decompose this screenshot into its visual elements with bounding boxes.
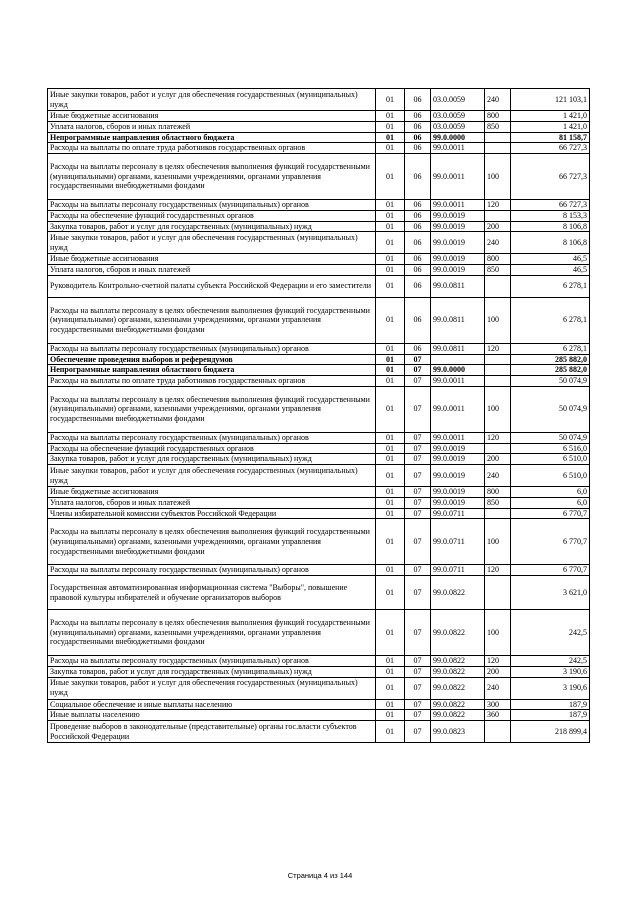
cell-amount: 8 106,8 <box>511 221 590 232</box>
cell-vr: 120 <box>485 565 511 576</box>
cell-sub: 07 <box>405 666 431 677</box>
cell-sub: 06 <box>405 210 431 221</box>
cell-sub: 07 <box>405 454 431 465</box>
table-row <box>48 443 590 454</box>
cell-sub: 07 <box>405 656 431 667</box>
cell-sub: 06 <box>405 232 431 254</box>
cell-vr: 100 <box>485 154 511 200</box>
cell-amount: 242,5 <box>511 610 590 656</box>
cell-amount: 8 153,3 <box>511 210 590 221</box>
table-row <box>48 221 590 232</box>
cell-sub: 07 <box>405 710 431 721</box>
cell-name: Уплата налогов, сборов и иных платежей <box>48 265 376 276</box>
cell-name: Расходы на выплаты по оплате труда работников государственных органов <box>48 376 376 387</box>
table-row <box>48 254 590 265</box>
cell-sec: 01 <box>376 465 405 487</box>
table-row <box>48 275 590 297</box>
cell-sec: 01 <box>376 89 405 111</box>
cell-vr: 850 <box>485 121 511 132</box>
table-row <box>48 497 590 508</box>
cell-sec: 01 <box>376 508 405 519</box>
cell-cs: 99.0.0811 <box>431 297 485 343</box>
cell-sub: 06 <box>405 143 431 154</box>
table-row <box>48 232 590 254</box>
cell-name: Расходы на выплаты персоналу в целях обеспечения выполнения функций государственными (муниципальными) органами, казенными учреждениями, органами управления государственными внебюджетными фондами <box>48 610 376 656</box>
cell-amount: 6 770,7 <box>511 565 590 576</box>
cell-amount: 187,9 <box>511 710 590 721</box>
cell-sub: 06 <box>405 154 431 200</box>
cell-vr: 360 <box>485 710 511 721</box>
cell-sec: 01 <box>376 666 405 677</box>
cell-vr: 300 <box>485 699 511 710</box>
cell-sub: 07 <box>405 497 431 508</box>
cell-sub: 07 <box>405 386 431 432</box>
table-row <box>48 343 590 354</box>
cell-cs: 99.0.0019 <box>431 443 485 454</box>
table-row <box>48 610 590 656</box>
table-row <box>48 376 590 387</box>
cell-sec: 01 <box>376 343 405 354</box>
cell-vr: 200 <box>485 666 511 677</box>
cell-name: Иные бюджетные ассигнования <box>48 487 376 498</box>
cell-sub: 06 <box>405 200 431 211</box>
table-row <box>48 699 590 710</box>
cell-sub: 07 <box>405 354 431 365</box>
cell-amount: 1 421,0 <box>511 111 590 122</box>
cell-amount: 6,0 <box>511 497 590 508</box>
cell-vr: 800 <box>485 111 511 122</box>
table-row <box>48 354 590 365</box>
cell-amount: 66 727,3 <box>511 200 590 211</box>
cell-sub: 06 <box>405 343 431 354</box>
cell-sec: 01 <box>376 487 405 498</box>
cell-cs: 99.0.0019 <box>431 454 485 465</box>
cell-amount: 285 882,0 <box>511 365 590 376</box>
cell-amount: 50 074,9 <box>511 432 590 443</box>
cell-name: Непрограммные направления областного бюджета <box>48 365 376 376</box>
cell-sec: 01 <box>376 376 405 387</box>
cell-sec: 01 <box>376 221 405 232</box>
cell-sub: 07 <box>405 376 431 387</box>
cell-name: Уплата налогов, сборов и иных платежей <box>48 497 376 508</box>
cell-amount: 6 278,1 <box>511 275 590 297</box>
cell-vr: 240 <box>485 465 511 487</box>
cell-cs: 99.0.0822 <box>431 666 485 677</box>
cell-sec: 01 <box>376 656 405 667</box>
cell-cs: 99.0.0000 <box>431 365 485 376</box>
cell-vr: 800 <box>485 487 511 498</box>
cell-amount: 6 510,0 <box>511 454 590 465</box>
cell-cs: 03.0.0059 <box>431 111 485 122</box>
cell-cs: 99.0.0011 <box>431 432 485 443</box>
table-row <box>48 297 590 343</box>
table-row <box>48 519 590 565</box>
table-row <box>48 432 590 443</box>
cell-cs: 99.0.0019 <box>431 221 485 232</box>
cell-name: Иные бюджетные ассигнования <box>48 254 376 265</box>
cell-vr <box>485 275 511 297</box>
cell-name: Расходы на выплаты по оплате труда работников государственных органов <box>48 143 376 154</box>
cell-name: Закупка товаров, работ и услуг для государственных (муниципальных) нужд <box>48 454 376 465</box>
cell-amount: 218 899,4 <box>511 721 590 743</box>
cell-sub: 07 <box>405 610 431 656</box>
cell-sec: 01 <box>376 354 405 365</box>
table-row <box>48 154 590 200</box>
cell-sec: 01 <box>376 454 405 465</box>
cell-sec: 01 <box>376 610 405 656</box>
cell-sec: 01 <box>376 265 405 276</box>
cell-sec: 01 <box>376 565 405 576</box>
cell-vr: 200 <box>485 221 511 232</box>
cell-sub: 06 <box>405 111 431 122</box>
cell-cs: 99.0.0011 <box>431 376 485 387</box>
cell-sub: 07 <box>405 432 431 443</box>
cell-sec: 01 <box>376 576 405 610</box>
cell-sec: 01 <box>376 200 405 211</box>
cell-cs: 99.0.0011 <box>431 143 485 154</box>
cell-vr: 120 <box>485 432 511 443</box>
cell-name: Уплата налогов, сборов и иных платежей <box>48 121 376 132</box>
cell-cs: 99.0.0019 <box>431 497 485 508</box>
cell-vr: 240 <box>485 89 511 111</box>
cell-name: Расходы на выплаты персоналу в целях обеспечения выполнения функций государственными (муниципальными) органами, казенными учреждениями, органами управления государственными внебюджетными фондами <box>48 154 376 200</box>
cell-name: Расходы на выплаты персоналу в целях обеспечения выполнения функций государственными (муниципальными) органами, казенными учреждениями, органами управления государственными внебюджетными фондами <box>48 297 376 343</box>
cell-cs: 03.0.0059 <box>431 121 485 132</box>
table-row <box>48 132 590 143</box>
cell-cs: 99.0.0019 <box>431 232 485 254</box>
cell-sec: 01 <box>376 121 405 132</box>
cell-sub: 07 <box>405 721 431 743</box>
cell-sec: 01 <box>376 210 405 221</box>
cell-name: Расходы на выплаты персоналу государственных (муниципальных) органов <box>48 656 376 667</box>
table-row <box>48 666 590 677</box>
cell-name: Закупка товаров, работ и услуг для государственных (муниципальных) нужд <box>48 666 376 677</box>
cell-amount: 66 727,3 <box>511 143 590 154</box>
cell-cs: 99.0.0823 <box>431 721 485 743</box>
cell-cs: 99.0.0019 <box>431 265 485 276</box>
cell-sub: 07 <box>405 487 431 498</box>
cell-amount: 285 882,0 <box>511 354 590 365</box>
cell-vr: 850 <box>485 265 511 276</box>
cell-sec: 01 <box>376 365 405 376</box>
cell-vr <box>485 376 511 387</box>
cell-vr: 800 <box>485 254 511 265</box>
cell-sec: 01 <box>376 275 405 297</box>
cell-sub: 07 <box>405 365 431 376</box>
cell-amount: 3 190,6 <box>511 666 590 677</box>
page-footer: Страница 4 из 144 <box>287 871 353 880</box>
table-row <box>48 710 590 721</box>
cell-vr <box>485 365 511 376</box>
cell-amount: 50 074,9 <box>511 376 590 387</box>
cell-cs: 03.0.0059 <box>431 89 485 111</box>
cell-cs: 99.0.0019 <box>431 487 485 498</box>
cell-sub: 06 <box>405 297 431 343</box>
cell-vr <box>485 576 511 610</box>
table-row <box>48 487 590 498</box>
table-row <box>48 677 590 699</box>
cell-name: Расходы на выплаты персоналу государственных (муниципальных) органов <box>48 200 376 211</box>
cell-sec: 01 <box>376 699 405 710</box>
cell-name: Иные закупки товаров, работ и услуг для обеспечения государственных (муниципальных) нужд <box>48 465 376 487</box>
cell-sub: 06 <box>405 121 431 132</box>
cell-cs: 99.0.0811 <box>431 343 485 354</box>
cell-cs: 99.0.0711 <box>431 508 485 519</box>
table-row <box>48 200 590 211</box>
cell-sec: 01 <box>376 297 405 343</box>
cell-cs: 99.0.0822 <box>431 699 485 710</box>
cell-name: Иные выплаты населению <box>48 710 376 721</box>
cell-vr: 240 <box>485 232 511 254</box>
table-row <box>48 143 590 154</box>
cell-vr: 200 <box>485 454 511 465</box>
cell-cs: 99.0.0011 <box>431 200 485 211</box>
cell-name: Иные закупки товаров, работ и услуг для обеспечения государственных (муниципальных) нужд <box>48 232 376 254</box>
cell-name: Расходы на выплаты персоналу государственных (муниципальных) органов <box>48 565 376 576</box>
cell-cs: 99.0.0711 <box>431 565 485 576</box>
cell-sec: 01 <box>376 497 405 508</box>
table-row <box>48 111 590 122</box>
cell-amount: 46,5 <box>511 265 590 276</box>
cell-amount: 1 421,0 <box>511 121 590 132</box>
cell-sub: 07 <box>405 443 431 454</box>
cell-amount: 81 158,7 <box>511 132 590 143</box>
cell-sec: 01 <box>376 254 405 265</box>
cell-sub: 06 <box>405 89 431 111</box>
cell-cs: 99.0.0011 <box>431 386 485 432</box>
cell-vr: 100 <box>485 297 511 343</box>
cell-sub: 07 <box>405 519 431 565</box>
cell-vr <box>485 443 511 454</box>
cell-cs: 99.0.0000 <box>431 132 485 143</box>
cell-vr: 850 <box>485 497 511 508</box>
cell-sub: 07 <box>405 508 431 519</box>
table-row <box>48 265 590 276</box>
cell-sec: 01 <box>376 232 405 254</box>
cell-amount: 3 190,6 <box>511 677 590 699</box>
cell-sec: 01 <box>376 432 405 443</box>
cell-name: Расходы на выплаты персоналу в целях обеспечения выполнения функций государственными (муниципальными) органами, казенными учреждениями, органами управления государственными внебюджетными фондами <box>48 519 376 565</box>
cell-cs: 99.0.0822 <box>431 656 485 667</box>
cell-sub: 07 <box>405 565 431 576</box>
table-row <box>48 656 590 667</box>
cell-amount: 6 510,0 <box>511 465 590 487</box>
cell-name: Иные закупки товаров, работ и услуг для обеспечения государственных (муниципальных) нужд <box>48 89 376 111</box>
cell-name: Закупка товаров, работ и услуг для государственных (муниципальных) нужд <box>48 221 376 232</box>
cell-name: Расходы на обеспечение функций государственных органов <box>48 210 376 221</box>
cell-vr: 100 <box>485 386 511 432</box>
cell-name: Иные бюджетные ассигнования <box>48 111 376 122</box>
cell-vr <box>485 210 511 221</box>
cell-amount: 50 074,9 <box>511 386 590 432</box>
cell-cs: 99.0.0711 <box>431 519 485 565</box>
cell-amount: 6 278,1 <box>511 297 590 343</box>
cell-amount: 242,5 <box>511 656 590 667</box>
table-row <box>48 565 590 576</box>
cell-amount: 6 770,7 <box>511 519 590 565</box>
budget-table <box>47 88 590 743</box>
cell-vr <box>485 143 511 154</box>
cell-cs: 99.0.0019 <box>431 254 485 265</box>
cell-amount: 6 516,0 <box>511 443 590 454</box>
cell-vr: 120 <box>485 656 511 667</box>
cell-cs: 99.0.0019 <box>431 465 485 487</box>
cell-sub: 06 <box>405 132 431 143</box>
cell-name: Расходы на выплаты персоналу государственных (муниципальных) органов <box>48 343 376 354</box>
table-row <box>48 508 590 519</box>
cell-amount: 6,0 <box>511 487 590 498</box>
cell-amount: 3 621,0 <box>511 576 590 610</box>
cell-amount: 6 278,1 <box>511 343 590 354</box>
cell-amount: 121 103,1 <box>511 89 590 111</box>
cell-name: Расходы на выплаты персоналу в целях обеспечения выполнения функций государственными (муниципальными) органами, казенными учреждениями, органами управления государственными внебюджетными фондами <box>48 386 376 432</box>
cell-cs: 99.0.0019 <box>431 210 485 221</box>
cell-sub: 06 <box>405 265 431 276</box>
table-row <box>48 121 590 132</box>
cell-cs: 99.0.0822 <box>431 576 485 610</box>
budget-table-body <box>48 89 590 743</box>
cell-sec: 01 <box>376 710 405 721</box>
cell-sub: 07 <box>405 677 431 699</box>
cell-name: Социальное обеспечение и иные выплаты населению <box>48 699 376 710</box>
cell-sec: 01 <box>376 721 405 743</box>
cell-cs <box>431 354 485 365</box>
cell-sub: 06 <box>405 275 431 297</box>
cell-sec: 01 <box>376 143 405 154</box>
cell-sub: 07 <box>405 699 431 710</box>
cell-sec: 01 <box>376 111 405 122</box>
table-row <box>48 454 590 465</box>
table-row <box>48 721 590 743</box>
cell-amount: 187,9 <box>511 699 590 710</box>
cell-vr <box>485 132 511 143</box>
table-row <box>48 576 590 610</box>
cell-vr <box>485 721 511 743</box>
cell-name: Обеспечение проведения выборов и референдумов <box>48 354 376 365</box>
cell-sec: 01 <box>376 443 405 454</box>
cell-cs: 99.0.0822 <box>431 677 485 699</box>
cell-cs: 99.0.0811 <box>431 275 485 297</box>
cell-cs: 99.0.0822 <box>431 610 485 656</box>
table-row <box>48 89 590 111</box>
cell-vr: 100 <box>485 610 511 656</box>
cell-sub: 06 <box>405 254 431 265</box>
cell-amount: 46,5 <box>511 254 590 265</box>
cell-name: Иные закупки товаров, работ и услуг для обеспечения государственных (муниципальных) нужд <box>48 677 376 699</box>
cell-name: Руководитель Контрольно-счетной палаты субъекта Российской Федерации и его заместители <box>48 275 376 297</box>
cell-sub: 07 <box>405 465 431 487</box>
cell-vr: 120 <box>485 200 511 211</box>
table-row <box>48 465 590 487</box>
cell-name: Непрограммные направления областного бюджета <box>48 132 376 143</box>
cell-amount: 66 727,3 <box>511 154 590 200</box>
cell-sub: 07 <box>405 576 431 610</box>
cell-name: Члены избирательной комиссии субъектов Российской Федерации <box>48 508 376 519</box>
cell-name: Расходы на выплаты персоналу государственных (муниципальных) органов <box>48 432 376 443</box>
cell-vr: 100 <box>485 519 511 565</box>
cell-vr <box>485 508 511 519</box>
cell-sec: 01 <box>376 132 405 143</box>
cell-sec: 01 <box>376 677 405 699</box>
cell-name: Государственная автоматизированная информационная система "Выборы", повышение правовой культуры избирателей и обучение организаторов выборов <box>48 576 376 610</box>
table-row <box>48 365 590 376</box>
cell-cs: 99.0.0011 <box>431 154 485 200</box>
cell-cs: 99.0.0822 <box>431 710 485 721</box>
cell-amount: 8 106,8 <box>511 232 590 254</box>
cell-vr <box>485 354 511 365</box>
cell-sec: 01 <box>376 519 405 565</box>
cell-amount: 6 770,7 <box>511 508 590 519</box>
cell-name: Проведение выборов в законодательные (представительные) органы гос.власти субъектов Российской Федерации <box>48 721 376 743</box>
cell-sec: 01 <box>376 154 405 200</box>
cell-vr: 120 <box>485 343 511 354</box>
cell-sec: 01 <box>376 386 405 432</box>
cell-name: Расходы на обеспечение функций государственных органов <box>48 443 376 454</box>
cell-vr: 240 <box>485 677 511 699</box>
table-row <box>48 386 590 432</box>
table-row <box>48 210 590 221</box>
cell-sub: 06 <box>405 221 431 232</box>
